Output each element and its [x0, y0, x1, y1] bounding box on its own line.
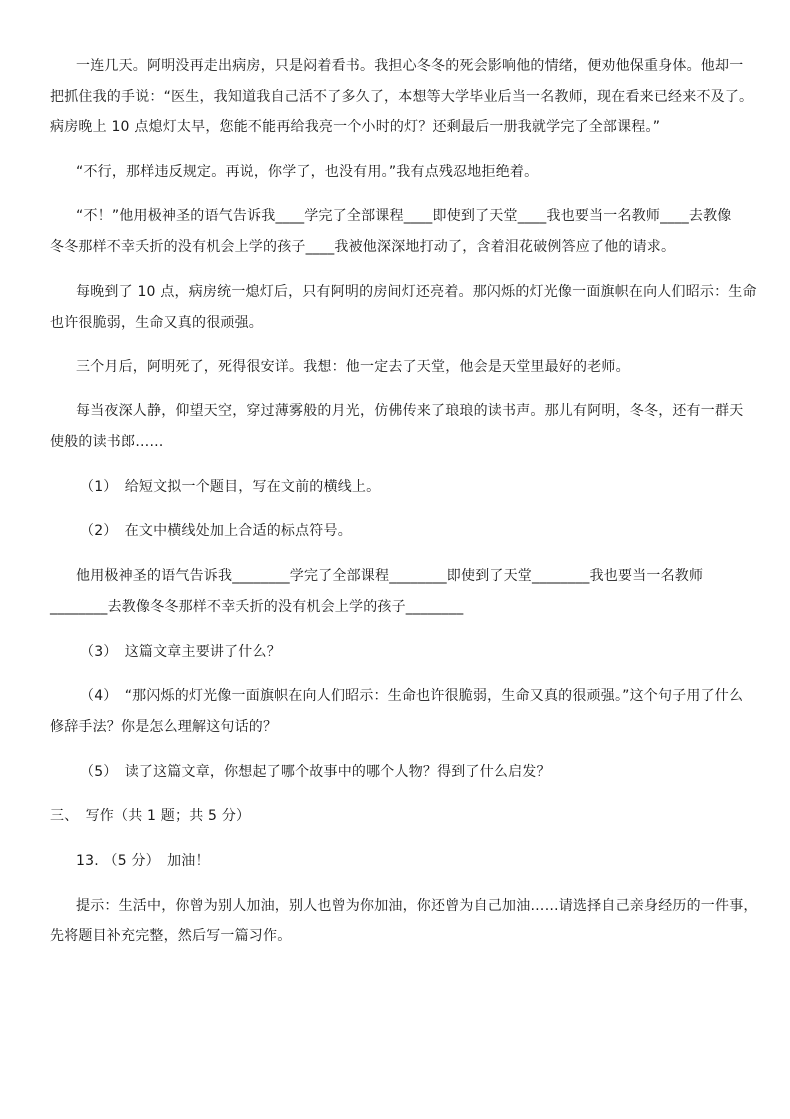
question-2-fill-line-2: ________去教像冬冬那样不幸夭折的没有机会上学的孩子________	[50, 599, 464, 615]
passage-p4-line-1: 每晚到了 10 点，病房统一熄灯后，只有阿明的房间灯还亮着。那闪烁的灯光像一面旗帜在向人们昭示：生命	[76, 284, 757, 300]
section-3-prompt-line-2: 先将题目补充完整，然后写一篇习作。	[50, 928, 292, 944]
passage-p3-line-2: 冬冬那样不幸夭折的没有机会上学的孩子____我被他深深地打动了，含着泪花破例答应了他的请求。	[50, 239, 676, 255]
question-4-line-2: 修辞手法？你是怎么理解这句话的？	[50, 719, 278, 735]
section-3-heading: 三、 写作（共 1 题；共 5 分）	[50, 808, 251, 824]
question-4-line-1: （4） “那闪烁的灯光像一面旗帜在向人们昭示：生命也许很脆弱，生命又真的很顽强。”这个句子用了什么	[80, 688, 744, 704]
section-3-prompt-line-1: 提示：生活中，你曾为别人加油，别人也曾为你加油，你还曾为自己加油……请选择自己亲身经历的一件事，	[76, 898, 758, 914]
passage-p1-line-1: 一连几天。阿明没再走出病房，只是闷着看书。我担心冬冬的死会影响他的情绪，便劝他保重身体。他却一	[76, 58, 744, 74]
passage-p4-line-2: 也许很脆弱，生命又真的很顽强。	[50, 315, 263, 331]
question-5: （5） 读了这篇文章，你想起了哪个故事中的哪个人物？得到了什么启发？	[80, 764, 551, 780]
passage-p1-line-2: 把抓住我的手说：“医生，我知道我自己活不了多久了，本想等大学毕业后当一名教师，现在看来已经来不及了。	[50, 89, 754, 105]
passage-p3-line-1: “不！”他用极神圣的语气告诉我____学完了全部课程____即使到了天堂____我也要当一名教师____去教像	[76, 208, 732, 224]
passage-p6-line-2: 使般的读书郎……	[50, 434, 164, 450]
section-3-item-13: 13. （5 分） 加油！	[76, 853, 210, 869]
passage-p5: 三个月后，阿明死了，死得很安详。我想：他一定去了天堂，他会是天堂里最好的老师。	[76, 359, 630, 375]
question-3: （3） 这篇文章主要讲了什么？	[80, 644, 281, 660]
passage-p6-line-1: 每当夜深人静，仰望天空，穿过薄雾般的月光，仿佛传来了琅琅的读书声。那儿有阿明，冬冬，还有一群天	[76, 403, 744, 419]
passage-p2: “不行，那样违反规定。再说，你学了，也没有用。”我有点残忍地拒绝着。	[76, 164, 539, 180]
question-1: （1） 给短文拟一个题目，写在文前的横线上。	[80, 479, 381, 495]
question-2: （2） 在文中横线处加上合适的标点符号。	[80, 523, 352, 539]
question-2-fill-line-1: 他用极神圣的语气告诉我________学完了全部课程________即使到了天堂________我也要当一名教师	[76, 568, 704, 584]
passage-p1-line-3: 病房晚上 10 点熄灯太早，您能不能再给我亮一个小时的灯？还剩最后一册我就学完了全部课程。”	[50, 119, 661, 135]
